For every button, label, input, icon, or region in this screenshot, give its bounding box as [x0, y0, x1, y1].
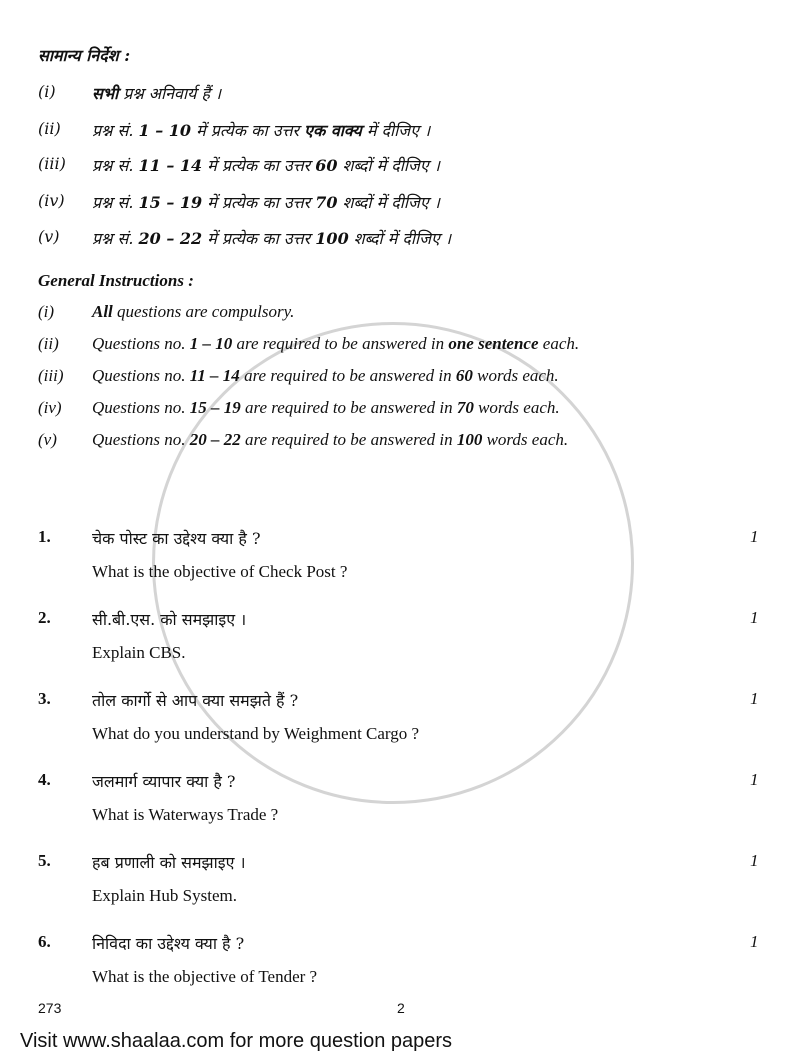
text-segment: में प्रत्येक का उत्तर	[191, 121, 305, 140]
question-hindi: सी.बी.एस. को समझाइए ।	[92, 610, 247, 629]
text-segment: each.	[538, 334, 580, 353]
emphasis-text: एक वाक्य	[304, 121, 362, 140]
question-english: What is Waterways Trade ?	[92, 805, 279, 824]
question-marks: 1	[750, 770, 759, 789]
instruction-number: (iii)	[38, 154, 66, 173]
emphasis-text: 15 – 19	[138, 193, 203, 212]
text-segment: Questions no.	[92, 430, 190, 449]
text-segment: प्रश्न सं.	[92, 193, 139, 212]
question-number: 2.	[38, 608, 51, 627]
text-segment: words each.	[472, 366, 559, 385]
hindi-instructions-heading: सामान्य निर्देश :	[38, 46, 131, 65]
emphasis-text: All	[92, 302, 113, 321]
text-segment: में प्रत्येक का उत्तर	[202, 156, 316, 175]
question-hindi: चेक पोस्ट का उद्देश्य क्या है ?	[92, 529, 261, 548]
instruction-number: (i)	[38, 302, 55, 321]
text-segment: are required to be answered in	[232, 334, 449, 353]
text-segment: में दीजिए ।	[361, 121, 431, 140]
page-number: 2	[397, 1000, 405, 1016]
instruction-text	[92, 398, 560, 418]
text-segment: प्रश्न अनिवार्य हैं ।	[118, 84, 222, 103]
emphasis-text: 60	[455, 366, 473, 385]
emphasis-text: 60	[315, 156, 338, 175]
emphasis-text: 20 – 22	[138, 229, 203, 248]
emphasis-text: 1 – 10	[189, 334, 233, 353]
question-english: What do you understand by Weighment Cargo ?	[92, 724, 420, 743]
text-segment: में प्रत्येक का उत्तर	[202, 229, 316, 248]
english-instructions-heading: General Instructions :	[38, 271, 194, 290]
question-english: Explain CBS.	[92, 643, 186, 662]
question-english: Explain Hub System.	[92, 886, 237, 905]
text-segment: words each.	[473, 398, 560, 417]
text-segment: शब्दों में दीजिए ।	[337, 156, 440, 175]
instruction-text	[92, 430, 568, 450]
instruction-number: (v)	[38, 430, 57, 449]
instruction-number: (iv)	[38, 398, 62, 417]
question-marks: 1	[750, 527, 759, 546]
question-number: 6.	[38, 932, 51, 951]
instruction-number: (ii)	[38, 119, 61, 138]
question-number: 1.	[38, 527, 51, 546]
question-english: What is the objective of Check Post ?	[92, 562, 348, 581]
text-segment: प्रश्न सं.	[92, 121, 139, 140]
text-segment: प्रश्न सं.	[92, 156, 139, 175]
text-segment: प्रश्न सं.	[92, 229, 139, 248]
paper-code: 273	[38, 1000, 62, 1016]
question-hindi: निविदा का उद्देश्य क्या है ?	[92, 934, 245, 953]
instruction-text	[92, 366, 559, 386]
question-marks: 1	[750, 689, 759, 708]
question-hindi: तोल कार्गो से आप क्या समझते हैं ?	[92, 691, 299, 710]
instruction-number: (iv)	[38, 191, 65, 210]
text-segment: शब्दों में दीजिए ।	[337, 193, 440, 212]
instruction-text	[92, 154, 440, 176]
question-number: 3.	[38, 689, 51, 708]
question-number: 4.	[38, 770, 51, 789]
question-marks: 1	[750, 851, 759, 870]
text-segment: Questions no.	[92, 334, 190, 353]
question-marks: 1	[750, 608, 759, 627]
instruction-text	[92, 334, 579, 354]
text-segment: are required to be answered in	[240, 398, 457, 417]
instruction-text	[92, 119, 430, 141]
question-english: What is the objective of Tender ?	[92, 967, 318, 986]
text-segment: words each.	[482, 430, 569, 449]
text-segment: questions are compulsory.	[112, 302, 295, 321]
question-number: 5.	[38, 851, 51, 870]
emphasis-text: 20 – 22	[189, 430, 241, 449]
text-segment: में प्रत्येक का उत्तर	[202, 193, 316, 212]
text-segment: are required to be answered in	[240, 430, 457, 449]
emphasis-text: सभी	[92, 84, 119, 103]
question-hindi: जलमार्ग व्यापार क्या है ?	[92, 772, 236, 791]
emphasis-text: 100	[456, 430, 483, 449]
emphasis-text: 100	[315, 229, 349, 248]
text-segment: शब्दों में दीजिए ।	[348, 229, 452, 248]
emphasis-text: 1 – 10	[138, 121, 192, 140]
emphasis-text: 70	[315, 193, 338, 212]
instruction-number: (iii)	[38, 366, 64, 385]
emphasis-text: 15 – 19	[189, 398, 241, 417]
instruction-number: (i)	[38, 82, 56, 101]
instruction-number: (ii)	[38, 334, 59, 353]
instruction-text	[92, 191, 440, 213]
question-marks: 1	[750, 932, 759, 951]
emphasis-text: one sentence	[448, 334, 539, 353]
emphasis-text: 11 – 14	[138, 156, 203, 175]
instruction-text	[92, 82, 221, 104]
text-segment: Questions no.	[92, 398, 190, 417]
question-hindi: हब प्रणाली को समझाइए ।	[92, 853, 246, 872]
emphasis-text: 11 – 14	[189, 366, 240, 385]
instruction-text	[92, 302, 294, 322]
instruction-text	[92, 227, 451, 249]
visit-link[interactable]: Visit www.shaalaa.com for more question papers	[20, 1030, 453, 1052]
instruction-number: (v)	[38, 227, 60, 246]
emphasis-text: 70	[456, 398, 474, 417]
text-segment: Questions no.	[92, 366, 190, 385]
text-segment: are required to be answered in	[239, 366, 456, 385]
